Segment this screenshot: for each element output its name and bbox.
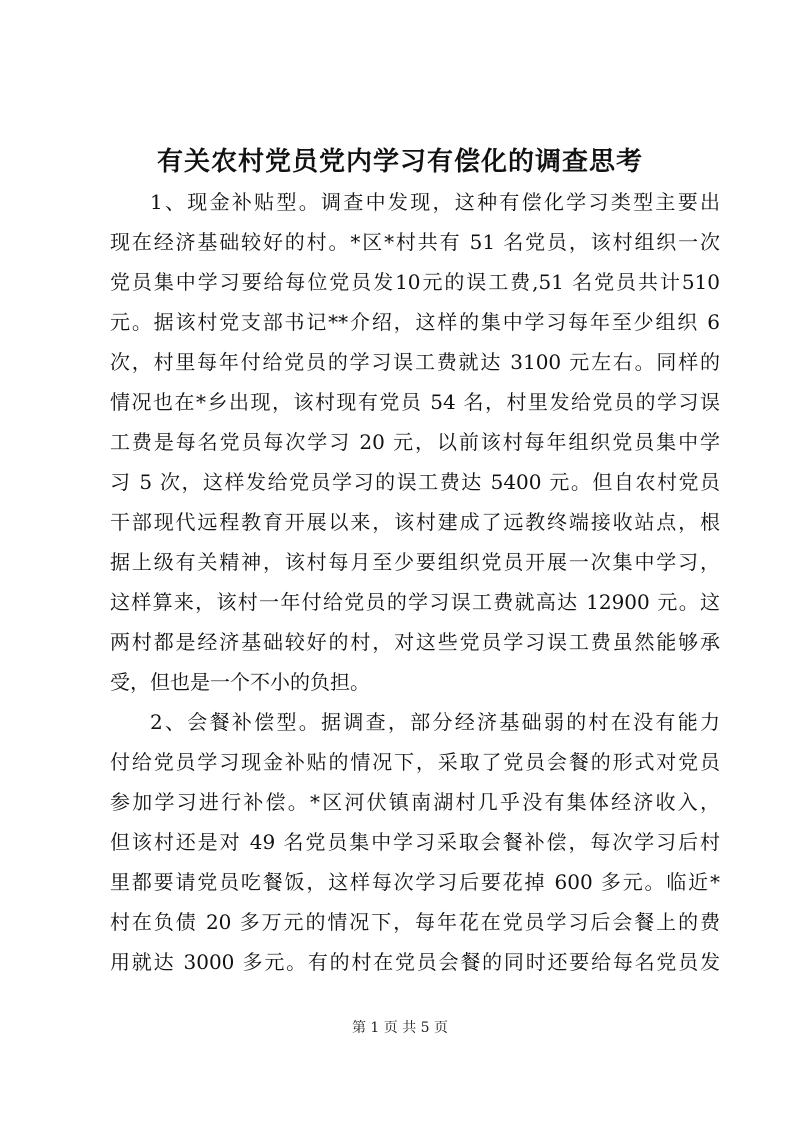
paragraph-line: 1、现金补贴型。调查中发现，这种有偿化学习类型主要出 [150, 190, 720, 214]
paragraph-2 [110, 702, 720, 982]
paragraph-line: 这样算来，该村一年付给党员的学习误工费就高达 12900 元。这 [110, 590, 720, 614]
paragraph-line: 次，村里每年付给党员的学习误工费就达 3100 元左右。同样的 [110, 350, 720, 374]
paragraph-line: 付给党员学习现金补贴的情况下，采取了党员会餐的形式对党员 [110, 750, 720, 774]
paragraph-1 [110, 182, 720, 702]
paragraph-line: 村在负债 20 多万元的情况下，每年花在党员学习后会餐上的费 [110, 910, 720, 934]
paragraph-line: 受，但也是一个不小的负担。 [110, 670, 370, 694]
paragraph-line: 2、会餐补偿型。据调查，部分经济基础弱的村在没有能力 [150, 710, 720, 734]
paragraph-line: 两村都是经济基础较好的村，对这些党员学习误工费虽然能够承 [110, 630, 720, 654]
paragraph-line: 工费是每名党员每次学习 20 元，以前该村每年组织党员集中学 [110, 430, 720, 454]
paragraph-line: 里都要请党员吃餐饭，这样每次学习后要花掉 600 多元。临近* [110, 870, 720, 894]
page-footer: 第 1 页 共 5 页 [351, 1020, 449, 1036]
paragraph-line: 参加学习进行补偿。*区河伏镇南湖村几乎没有集体经济收入， [110, 790, 720, 814]
paragraph-line: 据上级有关精神，该村每月至少要组织党员开展一次集中学习， [110, 550, 720, 574]
paragraph-line: 但该村还是对 49 名党员集中学习采取会餐补偿，每次学习后村 [110, 830, 720, 854]
paragraph-line: 现在经济基础较好的村。*区*村共有 51 名党员，该村组织一次 [110, 230, 720, 254]
paragraph-line: 用就达 3000 多元。有的村在党员会餐的同时还要给每名党员发 [110, 950, 720, 974]
paragraph-line: 干部现代远程教育开展以来，该村建成了远教终端接收站点，根 [110, 510, 720, 534]
paragraph-line: 元。据该村党支部书记**介绍，这样的集中学习每年至少组织 6 [110, 310, 720, 334]
document-title: 有关农村党员党内学习有偿化的调查思考 [156, 147, 643, 177]
paragraph-line: 党员集中学习要给每位党员发10元的误工费,51 名党员共计510 [110, 270, 720, 294]
paragraph-line: 习 5 次，这样发给党员学习的误工费达 5400 元。但自农村党员 [110, 470, 720, 494]
document-body [110, 182, 720, 982]
paragraph-line: 情况也在*乡出现，该村现有党员 54 名，村里发给党员的学习误 [110, 390, 720, 414]
